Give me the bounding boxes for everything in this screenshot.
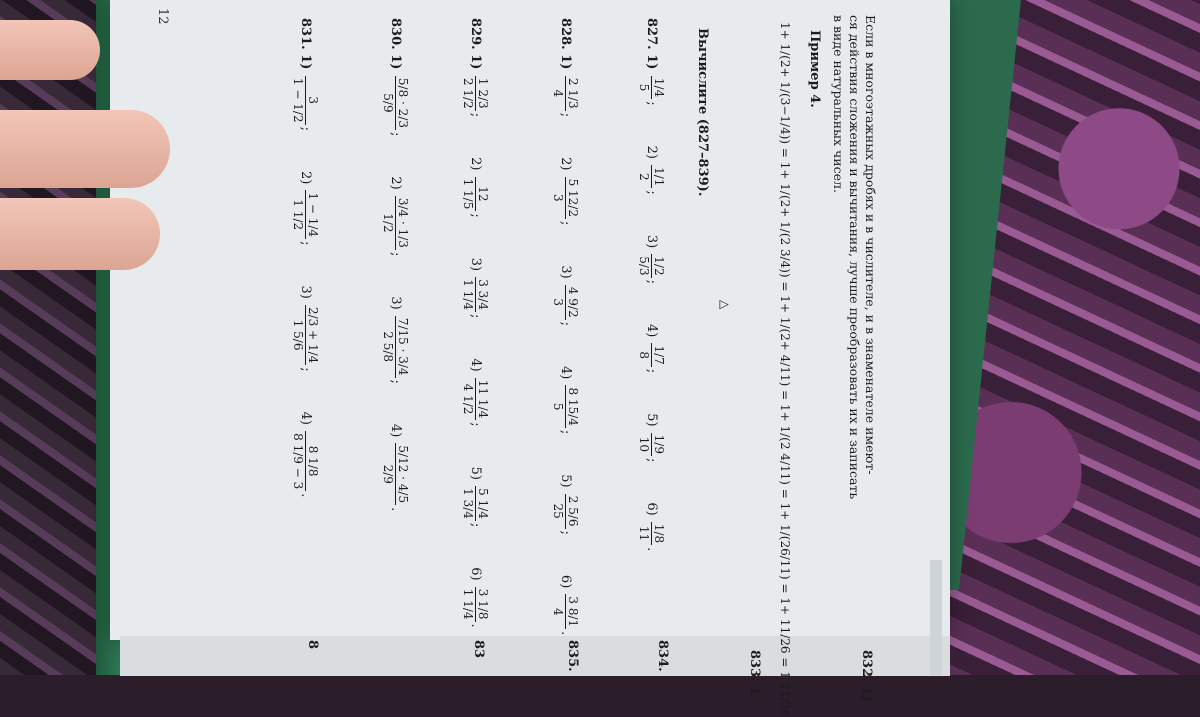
exercise-item <box>291 74 320 131</box>
numerator: 4 9/2 <box>566 286 580 318</box>
denominator: 1 − 1/2 <box>291 77 305 123</box>
exercise-item <box>637 146 666 195</box>
separator: ; <box>468 422 483 427</box>
denominator: 4 <box>551 89 565 98</box>
denominator: 2/9 <box>381 464 395 484</box>
denominator: 8 <box>637 351 651 359</box>
fraction <box>291 305 320 365</box>
numerator: 8 1/8 <box>305 431 320 491</box>
item-label: 4) <box>558 366 573 384</box>
denominator: 3 <box>551 298 565 307</box>
separator: ; <box>558 220 573 226</box>
numerator: 2 5/6 <box>566 495 580 527</box>
numerator: 1/8 <box>652 523 666 544</box>
separator: . <box>388 507 403 512</box>
fraction <box>461 277 490 312</box>
item-label: 5) <box>558 474 573 492</box>
denominator: 2 5/8 <box>381 331 395 363</box>
exercise-item <box>551 474 580 535</box>
exercise-item <box>637 502 666 551</box>
fraction <box>637 165 666 188</box>
separator: ; <box>558 429 573 435</box>
exercise-835-label: 835. <box>565 640 580 672</box>
separator: ; <box>644 368 659 374</box>
denominator: 5/9 <box>381 93 395 113</box>
separator: ; <box>388 379 403 384</box>
exercise-number: 830. 1) <box>388 18 403 74</box>
numerator: 3 1/8 <box>476 588 490 620</box>
denominator: 5 <box>637 83 651 92</box>
numerator: 7/15 · 3/4 <box>396 317 410 376</box>
exercise-row <box>637 18 666 591</box>
exercise-row <box>461 18 490 668</box>
item-label: 2) <box>298 170 313 189</box>
fraction <box>381 316 410 378</box>
exercise-item <box>637 235 666 284</box>
item-label: 4) <box>644 324 659 342</box>
fraction <box>461 486 490 521</box>
separator: ; <box>388 132 403 137</box>
item-label: 3) <box>558 265 573 283</box>
finger-top <box>0 20 100 80</box>
denominator: 1 1/4 <box>461 588 475 620</box>
item-label: 5) <box>468 466 483 485</box>
denominator: 2 <box>637 172 651 181</box>
exercise-number: 831. 1) <box>298 18 313 74</box>
numerator: 1/2 <box>652 256 666 276</box>
fraction <box>637 433 666 456</box>
separator: ; <box>298 367 313 372</box>
separator: . <box>298 493 313 498</box>
fraction <box>551 385 580 427</box>
separator: . <box>644 547 659 552</box>
item-label: 6) <box>468 567 483 585</box>
exercise-number: 828. 1) <box>558 18 573 74</box>
fraction <box>551 177 580 219</box>
separator: ; <box>468 112 483 118</box>
denominator: 5/3 <box>637 256 651 276</box>
fraction <box>637 76 666 99</box>
item-label: 3) <box>468 257 483 276</box>
fraction <box>381 76 410 130</box>
item-label: 3) <box>388 296 403 314</box>
denominator: 8 1/9 − 3 <box>291 433 305 490</box>
numerator: 1 2/3 <box>476 77 490 109</box>
exercise-item <box>551 366 580 434</box>
denominator: 11 <box>637 525 651 542</box>
item-label: 6) <box>644 502 659 520</box>
numerator: 2 1/3 <box>566 77 580 109</box>
next-page-edge-side <box>930 560 942 675</box>
fraction <box>461 76 490 111</box>
exercise-item <box>291 171 320 246</box>
exercise-item <box>381 176 410 256</box>
example-title: Пример 4. <box>807 30 822 108</box>
exercise-item <box>461 567 490 627</box>
exercise-833-label: 833. 1 <box>747 650 762 696</box>
denominator: 1/2 <box>381 213 395 233</box>
exercise-item <box>381 424 410 511</box>
exercise-item <box>461 467 490 528</box>
numerator: 3 <box>305 76 320 125</box>
denominator: 3 <box>551 193 565 202</box>
denominator: 1 5/6 <box>291 319 305 351</box>
intro-line-1: Если в многоэтажных дробях и в числителе, и в знаменателе имеют- <box>863 15 878 475</box>
item-label: 2) <box>388 176 403 194</box>
item-label: 3) <box>298 285 313 303</box>
separator: ; <box>644 457 659 463</box>
fraction <box>551 594 580 629</box>
separator: ; <box>388 251 403 257</box>
numerator: 11 1/4 <box>476 379 490 419</box>
item-label: 5) <box>644 413 659 431</box>
item-label: 3) <box>644 234 659 253</box>
exercise-item <box>551 575 580 635</box>
fraction <box>381 196 410 250</box>
numerator: 5/12 · 4/5 <box>396 445 410 504</box>
numerator: 3 3/4 <box>476 279 490 310</box>
separator: ; <box>644 279 659 284</box>
numerator: 1 − 1/4 <box>306 192 320 238</box>
hand <box>0 0 200 300</box>
fraction <box>637 254 666 277</box>
exercise-item <box>551 74 580 117</box>
denominator: 25 <box>551 503 565 519</box>
denominator: 1 3/4 <box>461 488 475 519</box>
page-text-rotated <box>120 0 880 717</box>
fraction <box>637 522 666 545</box>
denominator: 4 <box>551 607 565 616</box>
exercise-837-label: 8 <box>305 640 320 650</box>
item-label: 2) <box>468 157 483 175</box>
item-label: 4) <box>298 411 313 430</box>
exercise-number: 829. 1) <box>468 18 483 74</box>
numerator: 3/4 · 1/3 <box>396 197 410 248</box>
item-label: 4) <box>388 423 403 442</box>
numerator: 8 15/4 <box>566 387 580 426</box>
exercise-item <box>461 157 490 218</box>
numerator: 1/7 <box>652 345 666 365</box>
fraction <box>461 177 490 212</box>
finger-index <box>0 110 170 188</box>
exercise-836-label: 83 <box>471 640 486 659</box>
separator: ; <box>558 112 573 118</box>
separator: ; <box>468 313 483 319</box>
fraction <box>461 587 490 622</box>
fraction <box>551 285 580 320</box>
exercise-item <box>637 74 666 106</box>
numerator: 12 <box>475 177 490 212</box>
fraction <box>381 443 410 505</box>
exercise-number: 827. 1) <box>644 18 659 74</box>
exercise-item <box>291 285 320 371</box>
intro-line-3: в виде натуральных чисел. <box>831 15 846 193</box>
exercise-row <box>291 18 320 537</box>
fraction <box>637 343 666 366</box>
exercise-item <box>381 74 410 136</box>
page-number: 12 <box>155 8 170 25</box>
item-label: 2) <box>644 145 659 164</box>
separator: . <box>558 631 573 636</box>
separator: ; <box>644 190 659 195</box>
denominator: 4 1/2 <box>461 383 475 415</box>
numerator: 1/1 <box>652 167 666 187</box>
exercise-834-label: 834. <box>655 640 670 672</box>
end-of-example-marker: △ <box>718 300 732 310</box>
separator: ; <box>558 321 573 326</box>
example-expression: 1+ 1/(2+ 1/(3−1/4)) = 1+ 1/(2+ 1/(2 3/4)) = 1+ 1/(2+ 4/11) = 1+ 1/(2 4/11) = 1+ 1/(26/11) = 1+ 11/26 = 1 11/26 <box>778 22 792 717</box>
item-label: 6) <box>558 574 573 593</box>
denominator: 1 1/4 <box>461 279 475 310</box>
denominator: 1 1/5 <box>461 178 475 210</box>
exercise-item <box>551 157 580 225</box>
denominator: 5 <box>551 402 565 411</box>
fraction <box>551 76 580 111</box>
exercise-item <box>461 74 490 117</box>
item-label: 2) <box>558 157 573 175</box>
numerator: 3 8/1 <box>566 596 580 628</box>
exercise-item <box>291 412 320 498</box>
denominator: 10 <box>637 436 651 452</box>
finger-middle <box>0 198 160 270</box>
numerator: 5/8 · 2/3 <box>396 77 410 128</box>
separator: ; <box>468 522 483 528</box>
fraction <box>291 190 320 239</box>
numerator: 5 12/2 <box>566 178 580 217</box>
exercise-item <box>381 296 410 384</box>
separator: ; <box>558 530 573 535</box>
fraction <box>291 76 320 125</box>
compute-title: Вычислите (827–839). <box>695 28 710 197</box>
denominator: 1 1/2 <box>291 199 305 231</box>
separator: ; <box>298 241 313 246</box>
exercise-row <box>551 18 580 675</box>
exercise-item <box>637 413 666 462</box>
denominator: 2 1/2 <box>461 77 475 109</box>
separator: ; <box>644 101 659 106</box>
fraction <box>291 431 320 491</box>
item-label: 4) <box>468 358 483 376</box>
exercise-item <box>637 324 666 373</box>
numerator: 1/9 <box>652 434 666 454</box>
fraction <box>461 378 490 420</box>
exercise-item <box>551 265 580 326</box>
separator: . <box>468 623 483 628</box>
exercise-item <box>461 358 490 426</box>
numerator: 2/3 + 1/4 <box>306 306 320 364</box>
exercise-item <box>461 258 490 319</box>
separator: ; <box>298 126 313 131</box>
numerator: 5 1/4 <box>476 488 490 519</box>
separator: ; <box>468 213 483 218</box>
intro-line-2: ся действия сложения и вычитания, лучше преобразовать их и записать <box>847 15 862 500</box>
exercise-row <box>381 18 410 551</box>
exercise-832-label: 832. 1) <box>859 650 874 702</box>
fraction <box>551 494 580 529</box>
numerator: 1/4 <box>652 77 666 98</box>
